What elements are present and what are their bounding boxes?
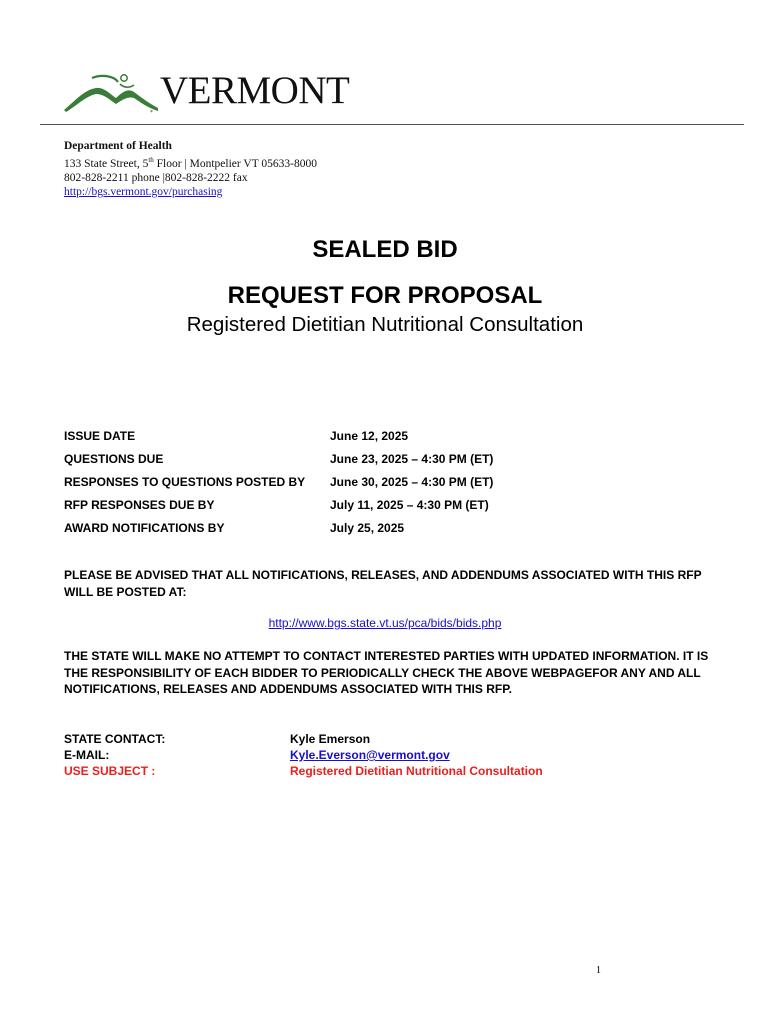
email-link[interactable]: Kyle.Everson@vermont.gov xyxy=(290,748,450,762)
schedule-value: June 23, 2025 – 4:30 PM (ET) xyxy=(330,451,494,466)
contact-row-state xyxy=(64,731,543,747)
purchasing-link[interactable]: http://bgs.vermont.gov/purchasing xyxy=(64,185,223,198)
page-number: 1 xyxy=(596,965,601,976)
schedule-label: RFP RESPONSES DUE BY xyxy=(64,497,215,512)
schedule-row xyxy=(64,424,550,447)
title-sealed-bid: SEALED BID xyxy=(312,236,458,263)
responsibility-notice: THE STATE WILL MAKE NO ATTEMPT TO CONTACT INTERESTED PARTIES WITH UPDATED INFORMATION. IT IS THE RESPONSIBILITY OF EACH BIDDER TO PERIODICALLY CHECK THE ABOVE WEBPAGEFOR ANY AND ALL NOTIFICATIONS, RELEASES AND ADDENDUMS ASSOCIATED WITH THIS RFP. xyxy=(64,649,709,696)
department-phone: 802-828-2211 phone |802-828-2222 fax xyxy=(64,171,248,184)
schedule-row xyxy=(64,493,550,516)
schedule-row xyxy=(64,470,550,493)
vermont-mountain-logo-icon xyxy=(62,70,162,116)
vermont-logo xyxy=(62,70,352,116)
subject-value: Registered Dietitian Nutritional Consultation xyxy=(290,764,543,778)
logo-wordmark: VERMONT xyxy=(160,69,350,112)
contact-row-subject xyxy=(64,763,543,779)
schedule-label: ISSUE DATE xyxy=(64,428,136,443)
state-contact-label: STATE CONTACT: xyxy=(64,732,166,746)
department-name: Department of Health xyxy=(64,140,172,152)
state-contact-value: Kyle Emerson xyxy=(290,732,371,746)
schedule-value: June 30, 2025 – 4:30 PM (ET) xyxy=(330,474,494,489)
schedule-value: July 11, 2025 – 4:30 PM (ET) xyxy=(330,497,489,512)
subject-label: USE SUBJECT : xyxy=(64,764,156,778)
schedule-label: QUESTIONS DUE xyxy=(64,451,164,466)
header-divider xyxy=(40,124,744,125)
schedule-label: AWARD NOTIFICATIONS BY xyxy=(64,520,225,535)
schedule-table xyxy=(64,424,550,539)
svg-text:*: * xyxy=(150,110,153,116)
schedule-value: June 12, 2025 xyxy=(330,428,409,443)
title-subject: Registered Dietitian Nutritional Consultation xyxy=(186,313,584,336)
department-info xyxy=(64,139,317,199)
title-rfp: REQUEST FOR PROPOSAL xyxy=(227,282,543,309)
schedule-row xyxy=(64,516,550,539)
schedule-label: RESPONSES TO QUESTIONS POSTED BY xyxy=(64,474,306,489)
schedule-value: July 25, 2025 xyxy=(330,520,405,535)
bids-link-container xyxy=(0,616,770,630)
advisory-notice: PLEASE BE ADVISED THAT ALL NOTIFICATIONS, RELEASES, AND ADDENDUMS ASSOCIATED WITH THIS RFP WILL BE POSTED AT: xyxy=(64,568,702,599)
bids-link[interactable]: http://www.bgs.state.vt.us/pca/bids/bids.php xyxy=(268,616,502,630)
department-address: 133 State Street, 5th Floor | Montpelier VT 05633-8000 xyxy=(64,156,317,170)
contact-block xyxy=(64,731,543,779)
email-label: E-MAIL: xyxy=(64,748,110,762)
schedule-row xyxy=(64,447,550,470)
contact-row-email xyxy=(64,747,543,763)
